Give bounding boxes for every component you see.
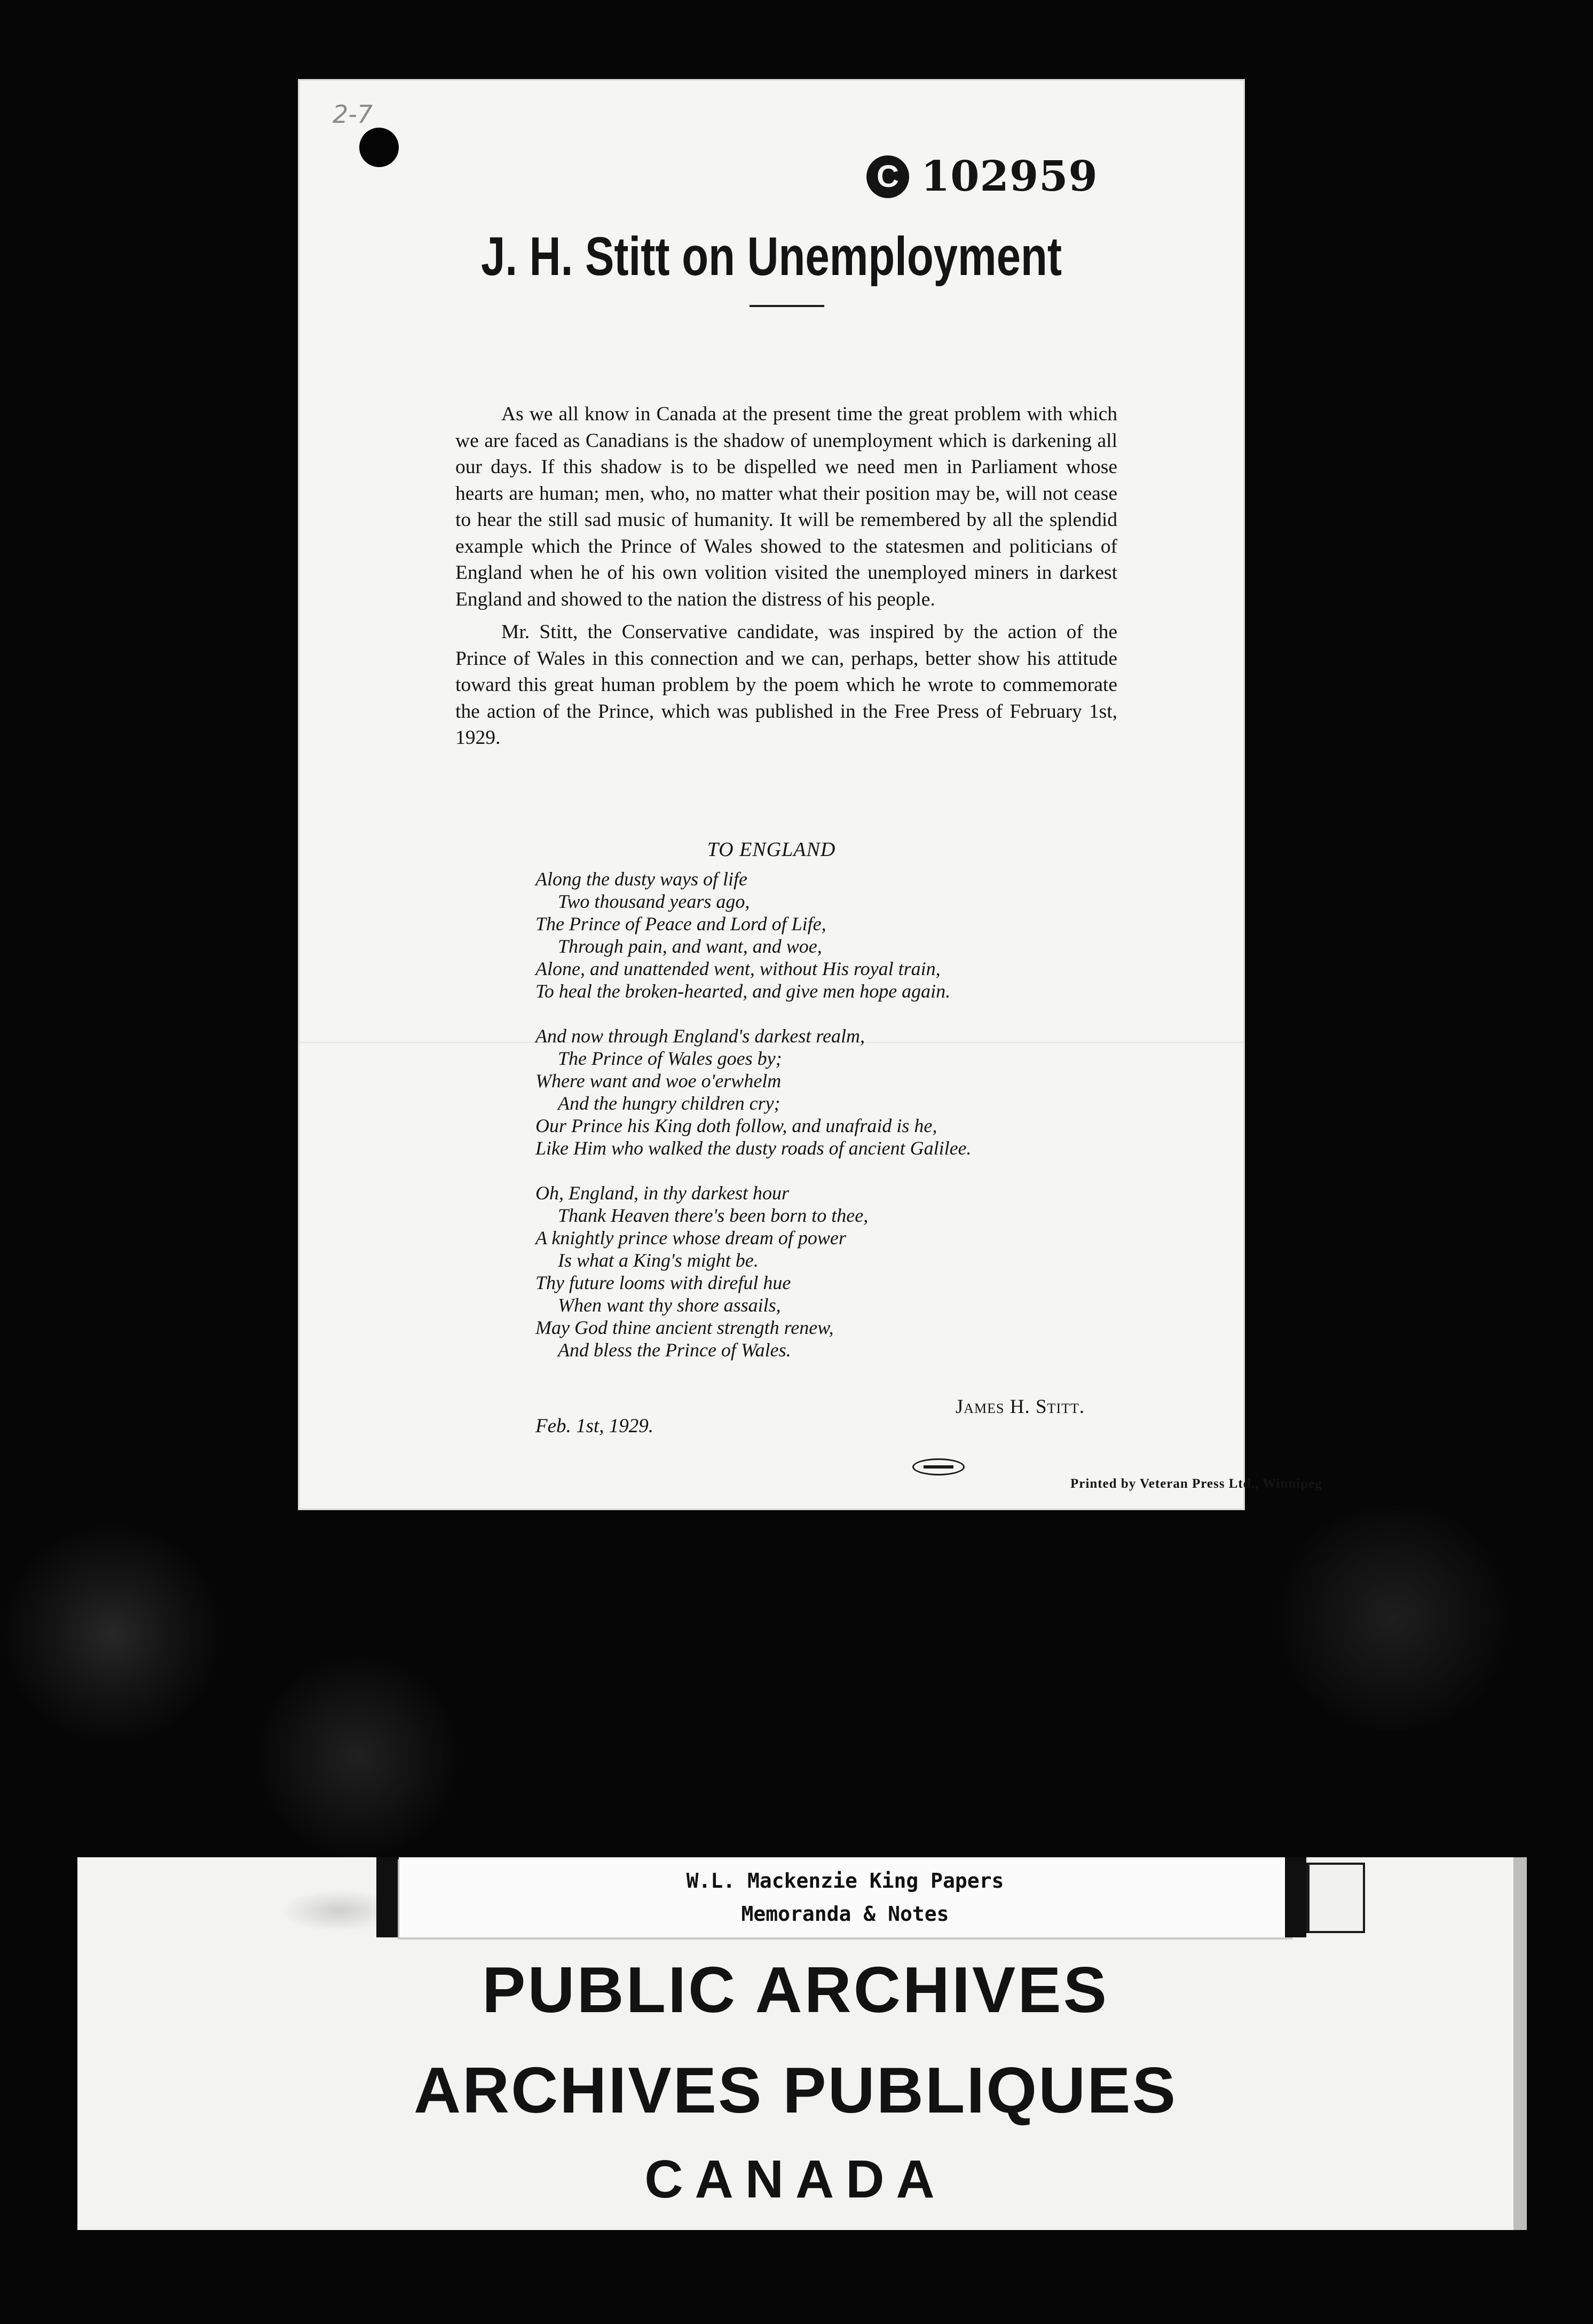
poem-line: Two thousand years ago, [558, 891, 750, 912]
title-rule [750, 305, 824, 307]
poem-line: To heal the broken-hearted, and give men hope again. [535, 980, 951, 1002]
poem-title: TO ENGLAND [707, 838, 836, 861]
paragraph: Mr. Stitt, the Conservative candidate, was inspired by the action of the Prince of Wales in this connection and we can, perhaps, better show his attitude toward this great human problem by the poem which he wrote to commemorate the action of the Prince, which was published in the Free Press of February 1st, 1929. [455, 621, 1117, 749]
poem-stanza [535, 868, 1176, 1002]
poem-line: And bless the Prince of Wales. [558, 1339, 791, 1361]
serial-prefix-mark: C [866, 155, 909, 198]
poem-line: When want thy shore assails, [558, 1294, 781, 1316]
poem-line: Our Prince his King doth follow, and unafraid is he, [535, 1115, 937, 1136]
printer-imprint: Printed by Veteran Press Ltd., Winnipeg [1070, 1477, 1322, 1491]
archive-card [77, 1857, 1513, 2230]
poem-line: A knightly prince whose dream of power [535, 1227, 846, 1249]
poem-line: Is what a King's might be. [558, 1250, 759, 1271]
strip-tab-left [376, 1857, 399, 1937]
poem-line: Thy future looms with direful hue [535, 1272, 791, 1293]
union-label-icon [912, 1458, 965, 1475]
poem [535, 868, 1176, 1384]
collection-name: W.L. Mackenzie King Papers [686, 1869, 1004, 1893]
film-artifact [256, 1655, 459, 1858]
poem-line: The Prince of Peace and Lord of Life, [535, 913, 826, 935]
archive-stamp-english: PUBLIC ARCHIVES [482, 1953, 1109, 2026]
archive-stamp-country: CANADA [644, 2149, 947, 2209]
poem-date: Feb. 1st, 1929. [535, 1415, 653, 1437]
poem-line: The Prince of Wales goes by; [558, 1048, 782, 1069]
film-artifact [1271, 1506, 1516, 1730]
poem-stanza [535, 1025, 1176, 1159]
card-clip [1306, 1863, 1365, 1933]
poem-line: Oh, England, in thy darkest hour [535, 1182, 789, 1204]
poem-stanza [535, 1182, 1176, 1361]
poem-line: And the hungry children cry; [558, 1093, 780, 1114]
poem-line: And now through England's darkest realm, [535, 1025, 865, 1047]
serial-number: 102959 [921, 152, 1098, 201]
poem-line: Alone, and unattended went, without His royal train, [535, 958, 941, 979]
poem-signature: James H. Stitt. [955, 1396, 1085, 1418]
poem-line: Through pain, and want, and woe, [558, 936, 822, 957]
leaflet-page [298, 79, 1322, 1510]
poem-line: Along the dusty ways of life [535, 868, 747, 890]
serial-stamp [866, 152, 1098, 201]
poem-line: May God thine ancient strength renew, [535, 1317, 834, 1338]
collection-label-strip [398, 1859, 1292, 1940]
pencil-annotation: 2-7 [333, 100, 373, 129]
paragraph: As we all know in Canada at the present time the great problem with which we are faced as Canadians is the shadow of unemployment which is darkening all our days. If this shadow is to be dispelled we need men in Parliament whose hearts are human; men, who, no matter what their position may be, will not cease to hear the still sad music of humanity. It will be remembered by all the splendid example which the Prince of Wales showed to the statesmen and politicians of England when he of his own volition visited the unemployed miners in darkest England and showed to the nation the distress of his people. [455, 403, 1117, 610]
strip-tab-right [1285, 1857, 1306, 1937]
article-body [455, 401, 1117, 758]
series-name: Memoranda & Notes [741, 1902, 949, 1926]
document-title: J. H. Stitt on Unemployment [480, 226, 1062, 287]
archive-stamp-french: ARCHIVES PUBLIQUES [413, 2054, 1178, 2126]
poem-line: Thank Heaven there's been born to thee, [558, 1205, 869, 1226]
film-artifact [0, 1522, 224, 1746]
poem-line: Where want and woe o'erwhelm [535, 1070, 782, 1092]
poem-line: Like Him who walked the dusty roads of ancient Galilee. [535, 1137, 972, 1159]
punch-hole [359, 128, 399, 167]
